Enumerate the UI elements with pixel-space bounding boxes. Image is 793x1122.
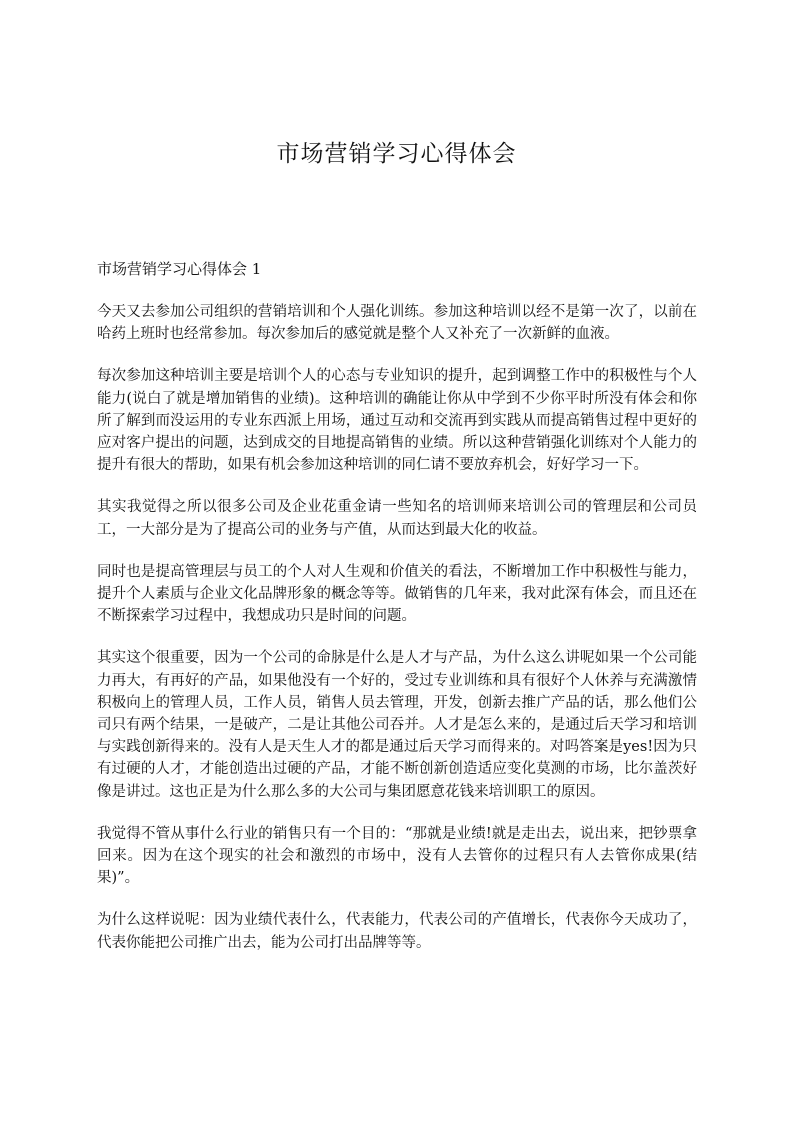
paragraph: 今天又去参加公司组织的营销培训和个人强化训练。参加这种培训以经不是第一次了，以前在哈药上班时也经常参加。每次参加后的感觉就是整个人又补充了一次新鲜的血液。 <box>97 304 697 343</box>
paragraph: 为什么这样说呢：因为业绩代表什么，代表能力，代表公司的产值增长，代表你今天成功了，代表你能把公司推广出去，能为公司打出品牌等等。 <box>97 912 697 951</box>
paragraph: 每次参加这种培训主要是培训个人的心态与专业知识的提升，起到调整工作中的积极性与个人能力(说白了就是增加销售的业绩)。这种培训的确能让你从中学到不少你平时所没有体会和你所了解到而没运用的专业东西派上用场，通过互动和交流再到实践从而提高销售过程中更好的应对客户提出的问题，达到成交的目地提高销售的业绩。所以这种营销强化训练对个人能力的提升有很大的帮助，如果有机会参加这种培训的同仁请不要放弃机会，好好学习一下。 <box>97 368 697 474</box>
paragraph: 同时也是提高管理层与员工的个人对人生观和价值关的看法，不断增加工作中积极性与能力，提升个人素质与企业文化品牌形象的概念等等。做销售的几年来，我对此深有体会，而且还在不断探索学习过程中，我想成功只是时间的问题。 <box>97 563 697 625</box>
section-heading: 市场营销学习心得体会 1 <box>97 260 262 278</box>
paragraph: 其实这个很重要，因为一个公司的命脉是什么是人才与产品，为什么这么讲呢如果一个公司能力再大，有再好的产品，如果他没有一个好的，受过专业训练和具有很好个人休养与充满激情积极向上的管理人员，工作人员，销售人员去管理，开发，创新去推广产品的话，那么他们公司只有两个结果，一是破产，二是让其他公司吞并。人才是怎么来的，是通过后天学习和培训与实践创新得来的。没有人是天生人才的都是通过后天学习而得来的。对吗答案是yes!因为只有过硬的人才，才能创造出过硬的产品，才能不断创新创造适应变化莫测的市场，比尔盖茨好像是讲过。这也正是为什么那么多的大公司与集团愿意花钱来培训职工的原因。 <box>97 650 697 800</box>
paragraph: 我觉得不管从事什么行业的销售只有一个目的：“那就是业绩!就是走出去，说出来，把钞票拿回来。因为在这个现实的社会和激烈的市场中，没有人去管你的过程只有人去管你成果(结果)”。 <box>97 825 697 887</box>
document-title: 市场营销学习心得体会 <box>276 141 517 167</box>
paragraph: 其实我觉得之所以很多公司及企业花重金请一些知名的培训师来培训公司的管理层和公司员工，一大部分是为了提高公司的业务与产值，从而达到最大化的收益。 <box>97 499 697 538</box>
document-body <box>97 258 697 974</box>
